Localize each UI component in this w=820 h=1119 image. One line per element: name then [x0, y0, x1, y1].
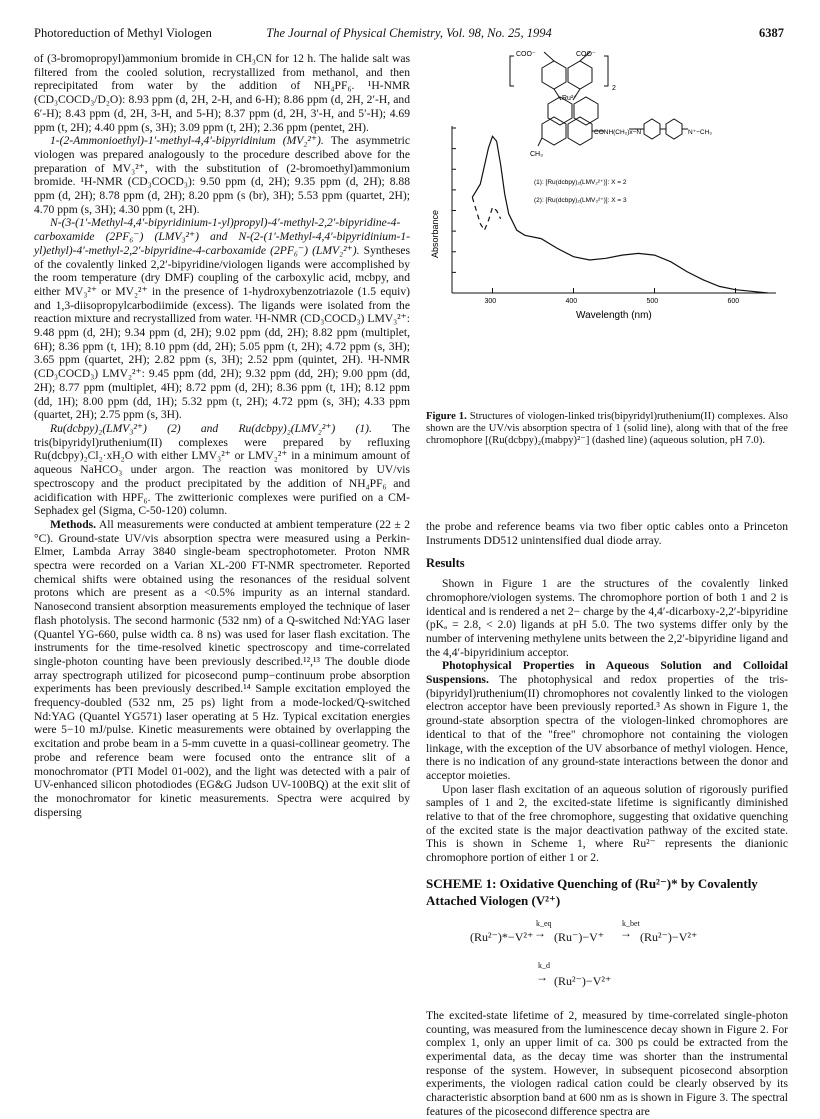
figure-svg [426, 48, 788, 410]
run-in-heading: Ru(dcbpy)₂(LMV₃²⁺) (2) and Ru(dcbpy)₂(LMV₂²⁺) (1). [50, 421, 372, 435]
structure-label: CONH(CH₂)x−N [594, 129, 642, 136]
section-heading-results: Results [426, 556, 465, 571]
legend-entry-2: (2): [Ru(dcbpy)₂(LMV₃²⁺)]: X = 3 [534, 197, 627, 204]
paragraph-body: The asymmetric viologen was prepared analogously to the procedure described above for the preparation of MV₃²⁺, with the substitution of (2-bromoethyl)ammonium bromide. ¹H-NMR (CD₃COCD₃): 9.50 ppm (d, 2H); 9.35 ppm (d, 2H); 8.88 ppm (d, 2H); 8.78 ppm (d, 2H); 8.20 ppm (s (br), 3H); 5.53 ppm (quartet, 2H); 4.70 ppm (s, 3H); 4.30 ppm (t, 2H). [34, 134, 410, 216]
paragraph [34, 518, 410, 819]
series-free-chromophore [472, 197, 500, 230]
run-in-heading: Methods. [50, 517, 97, 531]
structure-label: CH₃ [530, 151, 543, 158]
running-title: Photoreduction of Methyl Viologen [34, 26, 212, 40]
paragraph: Shown in Figure 1 are the structures of the covalently linked chromophore/viologen systems. The chromophore portion of both 1 and 2 is identical and is rendered a net 2− charge by the 4,4′-dicarboxy-2,2′-bipyridine (pKₐ = 2.8, < 2.0) ligands at pH 5.0. The two systems differ only by the number of intervening methylene units between the 2,2′-bipyridine ligand and the 4,4′-bipyridinium acceptor. [426, 577, 788, 659]
x-tick-label: 400 [565, 298, 578, 305]
paragraph: the probe and reference beams via two fiber optic cables onto a Princeton Instruments DD512 unintensified dual diode array. [426, 520, 788, 547]
arrow-icon: → [536, 969, 548, 984]
structure-label: 2 [612, 85, 616, 92]
left-column [34, 52, 410, 819]
x-tick-label: 500 [646, 298, 659, 305]
paragraph-body: The photophysical and redox properties of the tris-(bipyridyl)ruthenium(II) chromophores not covalently linked to the viologen electron acceptor have been previously reported.³ As shown in Figure 1, the ground-state absorption spectra of the viologen-linked chromophores are identical to that of the "free" chromophore not containing the viologen linkage, with the exception of the UV absorbance of methyl viologen. Hence, there is no indication of any ground-state interactions between the donor and acceptor moieties. [426, 673, 788, 782]
journal-citation: The Journal of Physical Chemistry, Vol. 98, No. 25, 1994 [266, 26, 552, 40]
x-tick-label: 600 [727, 298, 740, 305]
scheme-species: (Ru²⁻)−V²⁺ [554, 973, 612, 988]
paragraph-body: Syntheses of the covalently linked 2,2′-bipyridine/viologen ligands were accomplished by the room temperature (dry DMF) coupling of the carboxylic acid, mcbpy, and either MV₃²⁺ or MV₂²⁺ in the presence of 1-hydroxybenzotriazole (1.5 equiv) and 1,3-diisopropylcarbodiimide (excess). The ligands were isolated from the reaction mixture and recrystallized from water. ¹H-NMR (CD₃COCD₃) LMV₃²⁺: 9.48 ppm (d, 2H); 9.34 ppm (d, 2H); 9.02 ppm (dd, 2H); 8.82 ppm (multiplet, 6H); 8.36 ppm (t, 1H); 8.10 ppm (dd, 2H); 5.05 ppm (t, 2H); 4.72 ppm (s, 3H); 3.65 ppm (quartet, 2H); 2.82 ppm (s, 3H); 2.52 ppm (quintet, 2H). ¹H-NMR (CD₃COCD₃) LMV₂²⁺: 9.45 ppm (dd, 2H); 9.32 ppm (dd, 2H); 9.00 ppm (dd, 2H); 8.77 ppm (multiplet, 4H); 8.72 ppm (d, 2H); 8.36 ppm (t, 1H); 8.12 ppm (dd, 1H); 8.00 ppm (dd, 1H); 5.32 ppm (t, 2H); 4.72 ppm (s, 3H); 4.33 ppm (quartet, 2H); 2.75 ppm (s, 3H). [34, 243, 410, 422]
scheme-species: (Ru²⁻)*−V²⁺ [470, 929, 534, 944]
chart-axes [452, 126, 776, 293]
paragraph: The excited-state lifetime of 2, measured by time-correlated single-photon counting, was measured from the luminescence decay shown in Figure 2. For complex 1, only an upper limit of ca. 300 ps could be extracted from the experimental data, as the decay time was shorter than the instrumental response of the system. However, in subsequent picosecond absorption experiments, the viologen radical cation could be clearly observed by its characteristic absorption band at 600 nm as is shown in Figure 3. The spectral features of the picosecond difference spectra are [426, 1008, 788, 1118]
figure-caption [426, 411, 788, 448]
structure-label: N⁺−CH₃ [688, 129, 712, 136]
plot-area [472, 136, 768, 293]
run-in-heading: N-(3-(1′-Methyl-4,4′-bipyridinium-1-yl)propyl)-4′-methyl-2,2′-bipyridine-4-carboxamide (2PF₆⁻) (LMV₃²⁺) and N-(2-(1′-Methyl-4,4′-bipyridinium-1-yl)ethyl)-4′-methyl-2,2′-bipyridine-4-carboxamide (2PF₆⁻) (LMV₂²⁺). [34, 216, 410, 257]
legend-entry-1: (1): [Ru(dcbpy)₂(LMV₂²⁺)]: X = 2 [534, 179, 627, 186]
structure-label: COO⁻ [516, 51, 536, 58]
paragraph: of (3-bromopropyl)ammonium bromide in CH₃CN for 12 h. The halide salt was filtered from the cooled solution, recrystallized from methanol, and then reprecipitated from water by the addition of NH₄PF₆. ¹H-NMR (CD₃COCD₃/D₂O): 8.93 ppm (d, 2H, 2-H, and 6-H); 8.86 ppm (d, 2H, 2′-H, and 6′-H); 8.43 ppm (d, 2H, 3-H, and 5-H); 8.37 ppm (d, 2H, 3′-H, and 5′-H); 4.69 ppm (t, 2H); 4.40 ppm (s, 3H); 3.09 ppm (t, 2H); 2.36 ppm (pentet, 2H). [34, 52, 410, 134]
page-header [34, 26, 784, 44]
run-in-heading: Photophysical Properties in Aqueous Solution and Colloidal Suspensions. [426, 659, 788, 687]
structure-label: COO⁻ [576, 51, 596, 58]
arrow-icon: → [534, 925, 546, 940]
x-tick-label: 300 [484, 298, 497, 305]
paragraph [426, 659, 788, 782]
scheme-species: (Ru²⁻)−V²⁺ [640, 929, 698, 944]
x-axis-ticks [485, 288, 740, 305]
caption-text: Structures of viologen-linked tris(bipyridyl)ruthenium(II) complexes. Also shown are the UV/vis absorption spectra of 1 (solid line), along with that of the free chromophore [(Ru(dcbpy)₂(mabpy)²⁻] (dashed line) (aqueous solution, pH 7.0). [426, 411, 788, 447]
paragraph-body: All measurements were conducted at ambient temperature (22 ± 2 °C). Ground-state UV/vis absorption spectra were measured using a Perkin-Elmer, Lambda Array 3840 single-beam spectrophotometer. Proton NMR spectra were recorded on a Varian XL-200 FT-NMR spectrometer. Reported chemical shifts were obtained using the resonances of the residual solvent protons which are present as a <0.5% impurity as an internal standard. Nanosecond transient absorption measurements employed the technique of laser flash photolysis. The second harmonic (532 nm) of a Q-switched Nd:YAG laser (Quantel YG-660, pulse width ca. 8 ns) was used for laser flash excitation. The instruments for the time-resolved kinetic spectroscopy and time-correlated single-photon counting have been previously described.¹²,¹³ The double diode array spectrograph utilized for picosecond pump−continuum probe absorption experiments has been previously described.¹⁴ Sample excitation employed the frequency-doubled (532 nm, 25 ps) light from a mode-locked/Q-switched Nd:YAG (Quantel YG571) laser operating at 5 Hz. Typical excitation energies were 5−10 mJ/pulse. Kinetic measurements were obtained by overlapping the excitation and probe beam in a 5-mm cuvette in a quasi-collinear geometry. The probe and reference beam were focused onto the entrance slit of a monochromator (PTI Model 01-002), and the light was detected with a pair of UV-enhanced silicon photodiodes (EG&G Judson UV-100BQ) at the exit slit of the monochromator for kinetic measurements. Spectra were acquired by dispersing [34, 517, 410, 819]
rate-constant: k_d [538, 960, 550, 970]
figure-1 [426, 48, 788, 410]
y-axis-label: Absorbance [430, 209, 440, 258]
paragraph [34, 422, 410, 518]
series-complex-1 [472, 136, 768, 293]
paragraph-body: The tris(bipyridyl)ruthenium(II) complexes were prepared by refluxing Ru(dcbpy)₂Cl₂·xH₂O with either LMV₃²⁺ or LMV₂²⁺ in a minimum amount of aqueous NaHCO₃ under argon. The reaction was monitored by UV/vis spectroscopy and the product precipitated by the addition of NH₄PF₆ and acidification with HPF₆. The zwitterionic complexes were purified on a CM-Sephadex gel (Sigma, C-50-120) column. [34, 421, 410, 518]
page-number: 6387 [759, 26, 784, 40]
y-axis-ticks [452, 128, 456, 293]
scheme-1 [426, 915, 788, 1001]
arrow-icon: → [620, 925, 632, 940]
rate-constant: k_eq [536, 918, 552, 928]
scheme-species: (Ru⁻)−V⁺ [554, 929, 605, 944]
paragraph: Upon laser flash excitation of an aqueous solution of rigorously purified samples of 1 and 2, the excited-state lifetime is significantly diminished relative to that of the free chromophore, suggesting that oxidative quenching of the excited state is the major deactivation pathway of the excited state. This is shown in Scheme 1, where Ru²⁻ represents the dianionic chromophore portion of either 1 or 2. [426, 782, 788, 865]
rate-constant: k_bet [622, 918, 640, 928]
paragraph [34, 134, 410, 216]
x-axis-label: Wavelength (nm) [576, 310, 652, 321]
caption-label: Figure 1. [426, 411, 467, 422]
structure-label: Ru²⁺ [562, 95, 577, 102]
scheme-title: SCHEME 1: Oxidative Quenching of (Ru²⁻)* by Covalently Attached Viologen (V²⁺) [426, 875, 758, 908]
right-column [426, 520, 788, 1119]
run-in-heading: 1-(2-Ammonioethyl)-1′-methyl-4,4′-bipyridinium (MV₂²⁺). [50, 134, 324, 148]
paragraph [34, 216, 410, 422]
